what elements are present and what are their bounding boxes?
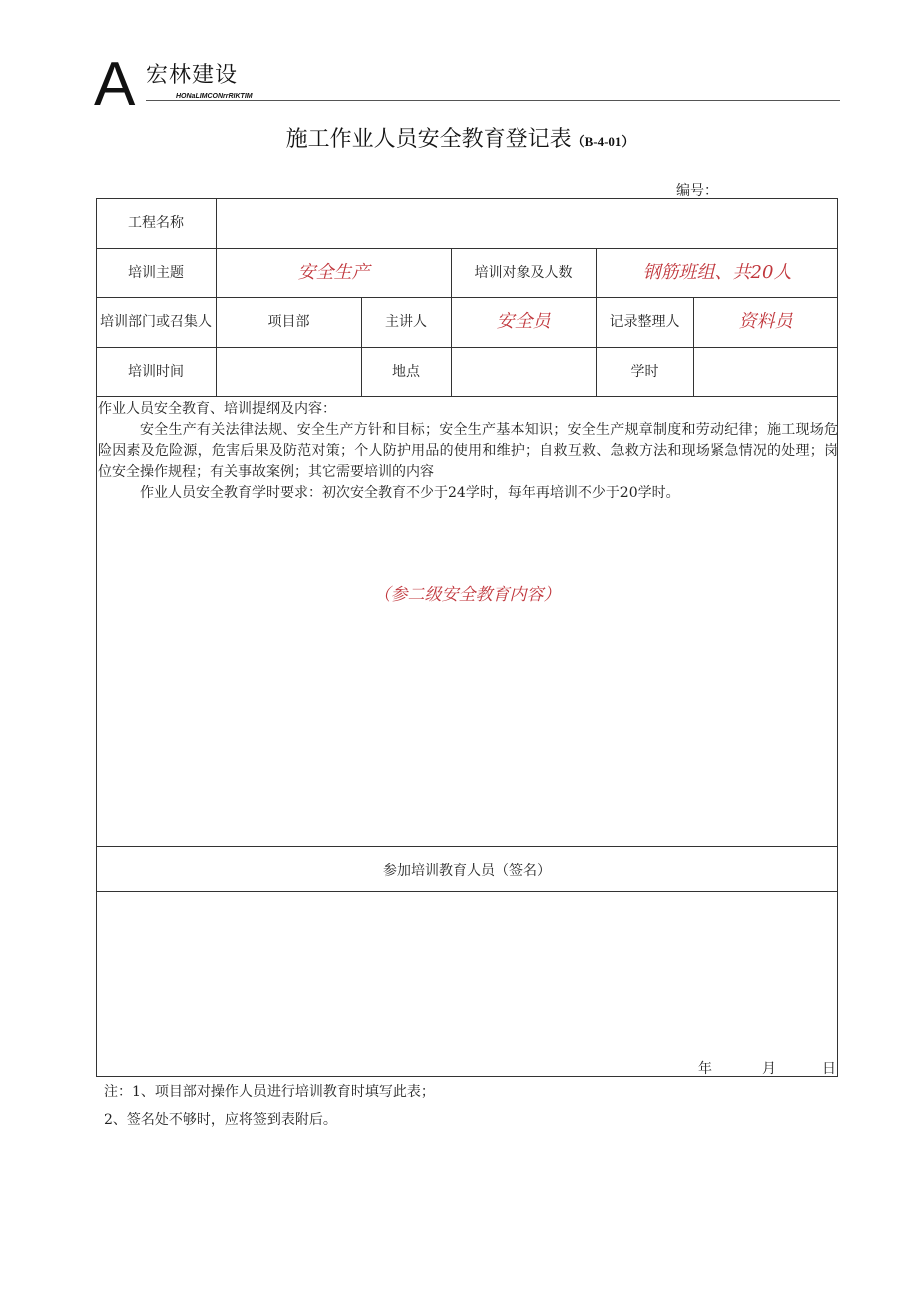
content-paragraph-hours: 作业人员安全教育学时要求：初次安全教育不少于24学时，每年再培训不少于20学时。 — [140, 485, 680, 501]
project-name-value[interactable] — [216, 198, 838, 248]
hours-label: 学时 — [630, 363, 659, 380]
speaker-value[interactable]: 安全员 — [496, 311, 551, 332]
table-row-divider — [96, 891, 838, 892]
header-divider — [146, 100, 840, 101]
table-row-divider — [96, 396, 838, 397]
company-english-name: HONaLIMCONrrRIKTIM — [176, 93, 253, 100]
place-value[interactable] — [451, 347, 596, 396]
date-month-label: 月 — [762, 1061, 776, 1077]
topic-value[interactable]: 安全生产 — [297, 261, 370, 283]
time-value[interactable] — [216, 347, 361, 396]
form-code: （B-4-01） — [571, 134, 635, 149]
target-value[interactable]: 钢筋班组、共20人 — [642, 261, 792, 283]
place-label: 地点 — [392, 363, 420, 380]
target-label: 培训对象及人数 — [474, 264, 573, 281]
company-name: 宏林建设 — [146, 63, 239, 88]
hours-value[interactable] — [693, 347, 838, 396]
time-label: 培训时间 — [128, 363, 184, 380]
content-paragraph-topics: 安全生产有关法律法规、安全生产方针和目标；安全生产基本知识；安全生产规章制度和劳动纪律；施工现场危险因素及危险源，危害后果及防范对策；个人防护用品的使用和维护；自救互救、急救方法和现场紧急情况的处理；岗位安全操作规程；有关事故案例；其它需要培训的内容 — [98, 422, 838, 480]
company-logo-letter: A — [94, 50, 136, 119]
serial-number-label: 编号： — [676, 183, 718, 199]
signature-heading: 参加培训教育人员（签名） — [383, 863, 551, 879]
content-reference-note: （参二级安全教育内容） — [373, 585, 561, 605]
recorder-label: 记录整理人 — [609, 314, 680, 330]
dept-label: 培训部门或召集人 — [100, 314, 212, 330]
dept-value[interactable]: 项目部 — [267, 314, 310, 330]
date-year-label: 年 — [698, 1061, 712, 1077]
project-name-label: 工程名称 — [128, 215, 184, 231]
topic-label: 培训主题 — [128, 264, 184, 281]
training-content — [98, 399, 838, 504]
note-line-1: 注：1、项目部对操作人员进行培训教育时填写此表； — [104, 1084, 435, 1100]
content-heading: 作业人员安全教育、培训提纲及内容： — [98, 401, 336, 417]
date-day-label: 日 — [822, 1061, 836, 1077]
speaker-label: 主讲人 — [385, 314, 427, 330]
recorder-value[interactable]: 资料员 — [738, 311, 793, 332]
table-row-divider — [96, 846, 838, 847]
note-line-2: 2、签名处不够时，应将签到表附后。 — [104, 1112, 337, 1128]
form-title — [0, 122, 920, 153]
form-title-main: 施工作业人员安全教育登记表 — [285, 127, 572, 152]
